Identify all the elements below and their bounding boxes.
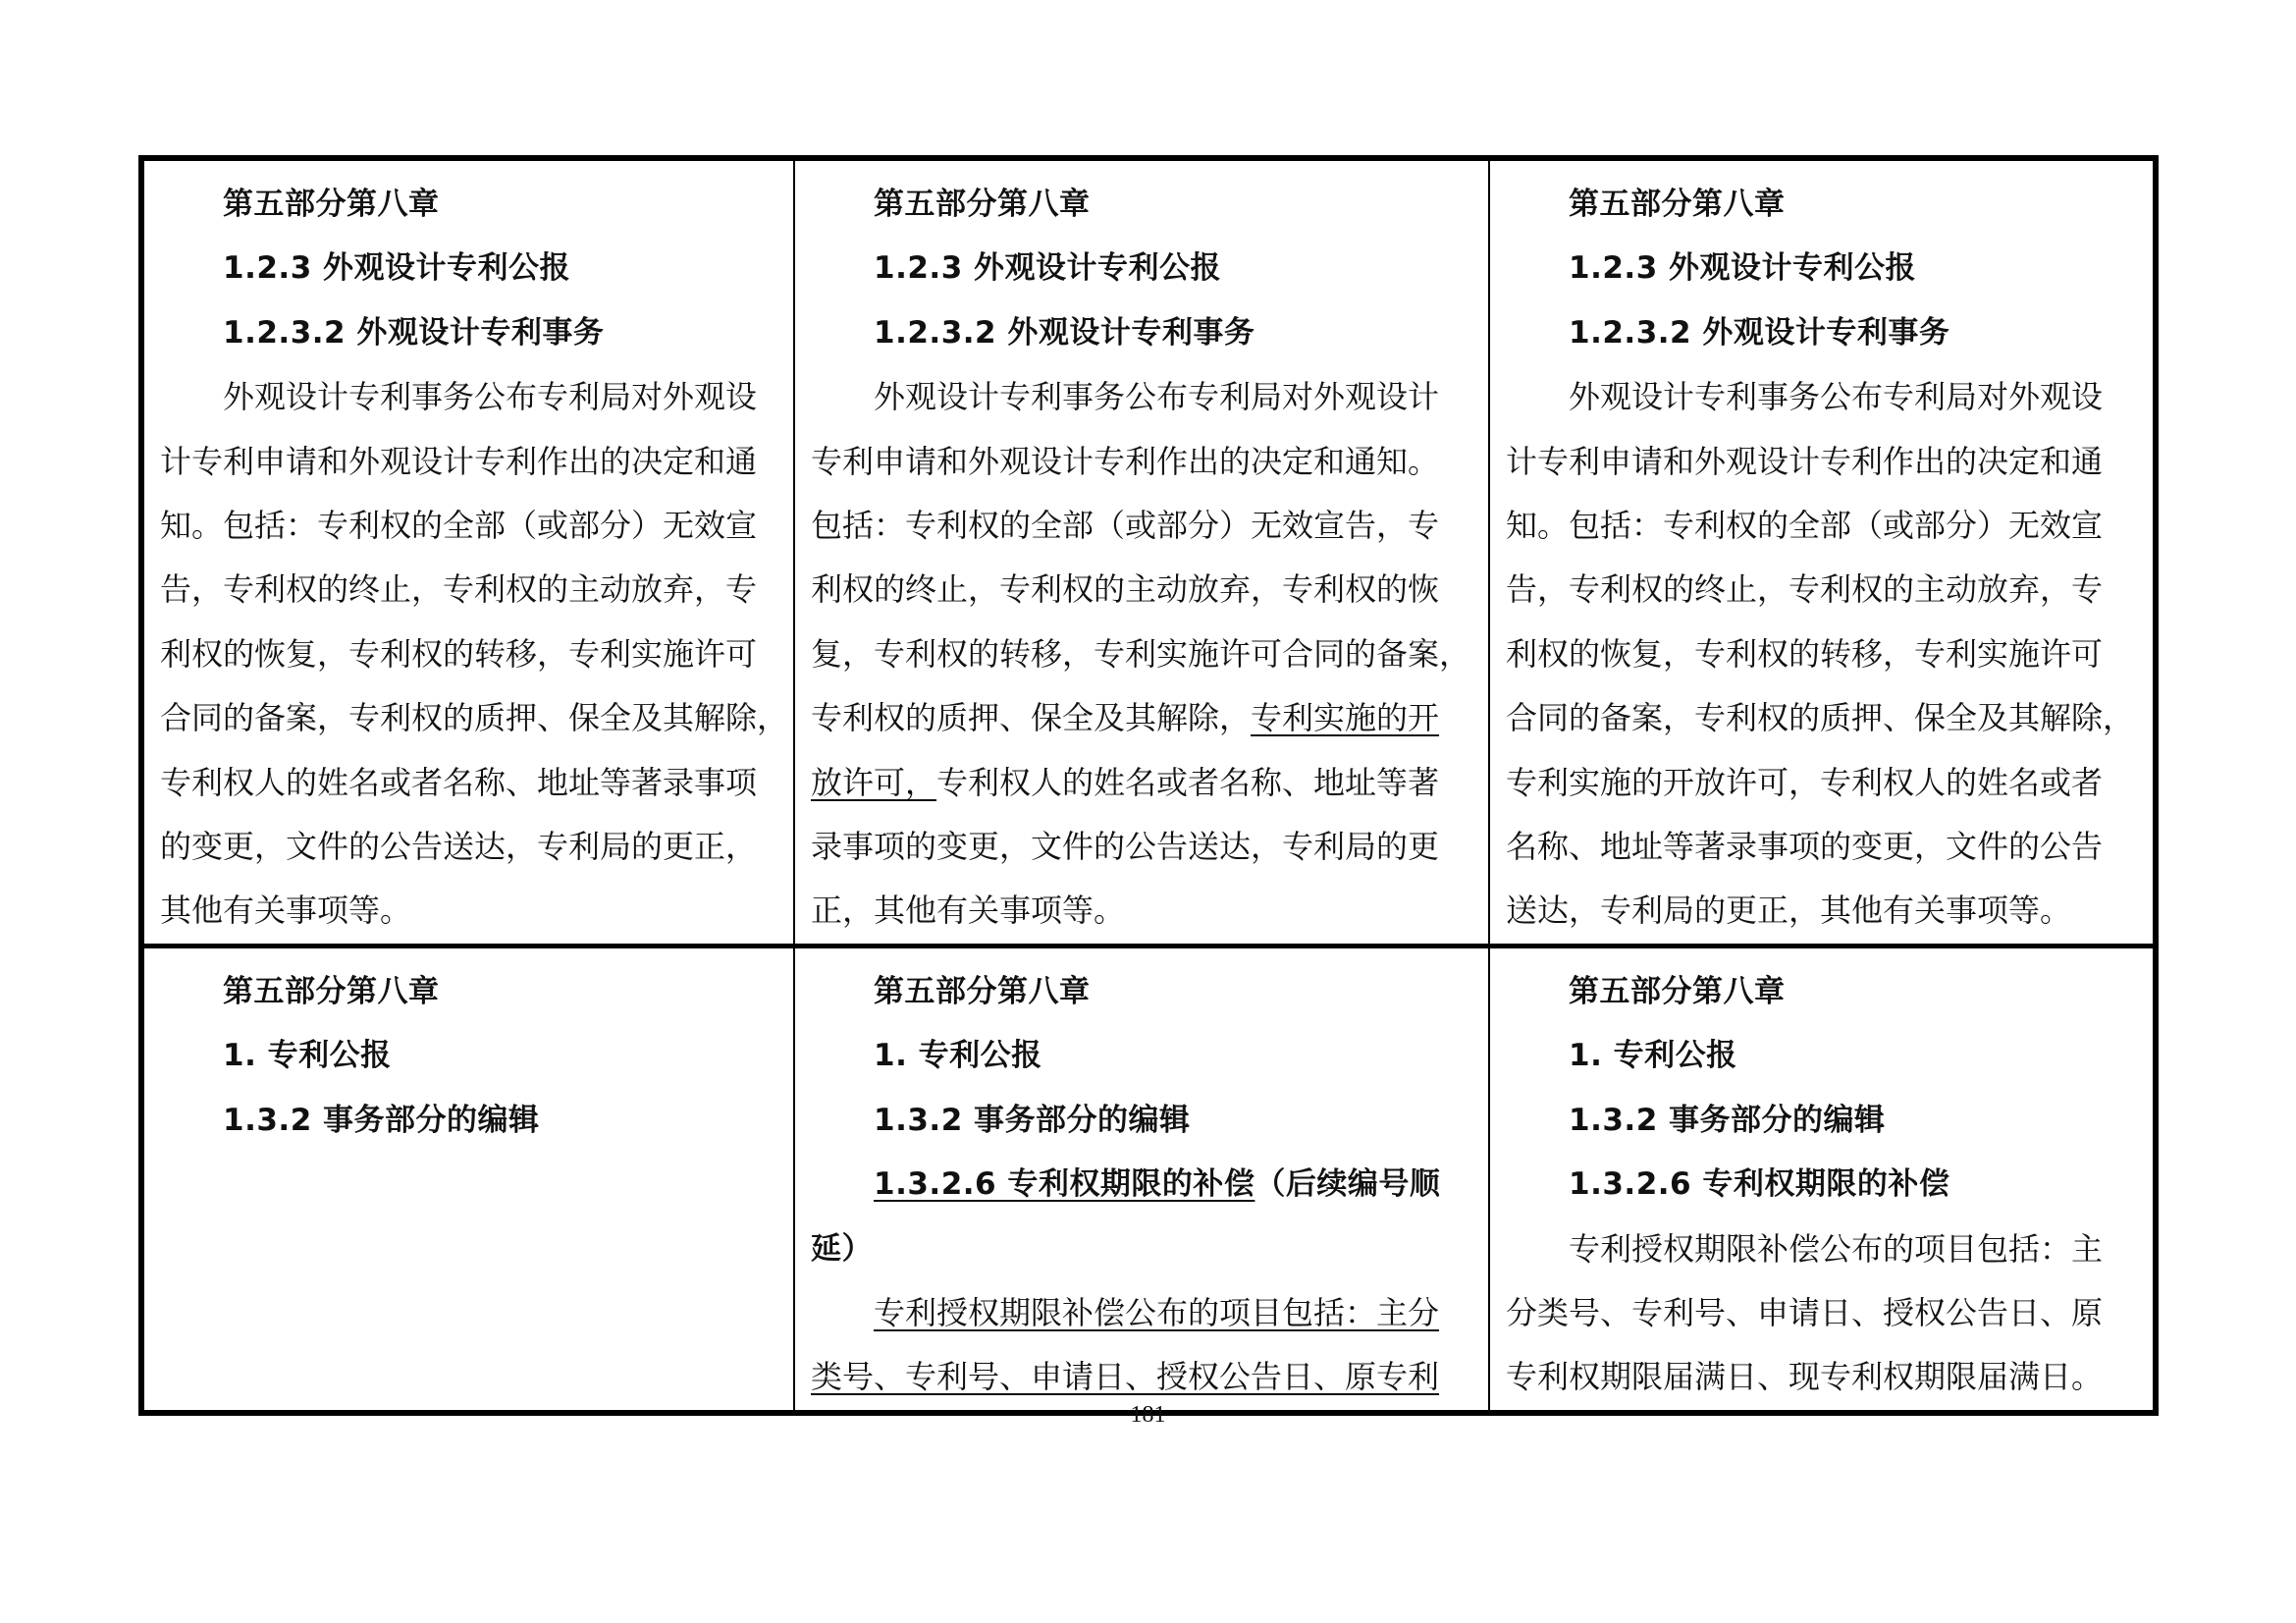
new-subsection-heading: 1.3.2.6 专利权期限的补偿: [1569, 1166, 1950, 1203]
subsection-heading: 1.3.2 事务部分的编辑: [1569, 1102, 1886, 1138]
body-line: 计专利申请和外观设计专利作出的决定和通: [160, 442, 758, 480]
heading-note-continued: 延）: [811, 1230, 873, 1267]
body-line: 计专利申请和外观设计专利作出的决定和通: [1506, 442, 2104, 480]
table-row: [141, 946, 2156, 1412]
inserted-heading: 1.3.2.6 专利权期限的补偿: [874, 1166, 1255, 1203]
body-line: 的变更，文件的公告送达，专利局的更正，: [160, 828, 758, 866]
subsection-heading: 1.2.3.2 外观设计专利事务: [874, 314, 1255, 351]
body-line: 外观设计专利事务公布专利局对外观设: [223, 378, 758, 416]
inserted-text: 类号、专利号、申请日、授权公告日、原专利: [811, 1358, 1440, 1396]
body-line: [811, 1281, 1474, 1345]
body-line: [811, 686, 1474, 750]
body-text: 专利权人的姓名或者名称、地址等著: [936, 763, 1440, 801]
chapter-heading: 第五部分第八章: [1569, 973, 1786, 1009]
chapter-heading: 第五部分第八章: [223, 973, 440, 1009]
cell-r2-revised-markup: [794, 946, 1489, 1412]
comparison-table: [138, 155, 2159, 1416]
inserted-text: 放许可，: [811, 763, 937, 801]
cell-r1-revised-markup: [794, 158, 1489, 946]
subsection-heading: 1.2.3.2 外观设计专利事务: [1569, 314, 1950, 351]
page-number: 181: [1130, 1402, 1166, 1428]
subsection-heading: 1.3.2 事务部分的编辑: [874, 1102, 1191, 1138]
section-heading: 1. 专利公报: [1569, 1038, 1737, 1074]
body-line: 告，专利权的终止，专利权的主动放弃，专: [160, 570, 758, 609]
section-heading: 1. 专利公报: [874, 1038, 1042, 1074]
body-line: 专利权人的姓名或者名称、地址等著录事项: [160, 763, 758, 801]
section-heading: 1.2.3 外观设计专利公报: [1569, 250, 1917, 287]
body-line: 合同的备案，专利权的质押、保全及其解除，: [1506, 699, 2135, 737]
body-text: 专利权的质押、保全及其解除，: [811, 699, 1252, 737]
body-line: 专利授权期限补偿公布的项目包括：主: [1569, 1229, 2104, 1268]
new-subsection-heading: [811, 1153, 1474, 1217]
section-heading: 1.2.3 外观设计专利公报: [874, 250, 1222, 287]
body-line: 知。包括：专利权的全部（或部分）无效宣: [1506, 507, 2104, 545]
body-line: 其他有关事项等。: [160, 892, 412, 930]
subsection-heading: 1.3.2 事务部分的编辑: [223, 1102, 540, 1138]
body-line: 名称、地址等著录事项的变更，文件的公告: [1506, 828, 2104, 866]
chapter-heading: 第五部分第八章: [874, 187, 1091, 222]
body-line: 告，专利权的终止，专利权的主动放弃，专: [1506, 570, 2104, 609]
body-line: 录事项的变更，文件的公告送达，专利局的更: [811, 828, 1440, 866]
chapter-heading: 第五部分第八章: [1569, 187, 1786, 222]
inserted-text: 专利授权期限补偿公布的项目包括：主分: [874, 1293, 1440, 1331]
body-line: 正，其他有关事项等。: [811, 892, 1126, 930]
body-line: 专利权期限届满日、现专利权期限届满日。: [1506, 1358, 2104, 1396]
cell-r1-original: [141, 158, 794, 946]
body-line: 知。包括：专利权的全部（或部分）无效宣: [160, 507, 758, 545]
cell-r2-original: [141, 946, 794, 1412]
body-line: 包括：专利权的全部（或部分）无效宣告，专: [811, 507, 1440, 545]
chapter-heading: 第五部分第八章: [223, 187, 440, 222]
inserted-text: 专利实施的开: [1251, 699, 1440, 737]
subsection-heading: 1.2.3.2 外观设计专利事务: [223, 314, 605, 351]
body-line: 专利申请和外观设计专利作出的决定和通知。: [811, 442, 1440, 480]
body-line: 利权的终止，专利权的主动放弃，专利权的恢: [811, 570, 1440, 609]
cell-r1-revised-clean: [1489, 158, 2156, 946]
body-line: 合同的备案，专利权的质押、保全及其解除，: [160, 699, 789, 737]
chapter-heading: 第五部分第八章: [874, 973, 1091, 1009]
cell-r2-revised-clean: [1489, 946, 2156, 1412]
heading-note: （后续编号顺: [1255, 1166, 1441, 1203]
body-line: 外观设计专利事务公布专利局对外观设计: [874, 378, 1440, 416]
table-row: [141, 158, 2156, 946]
body-line: 利权的恢复，专利权的转移，专利实施许可: [160, 634, 758, 673]
body-line: 利权的恢复，专利权的转移，专利实施许可: [1506, 634, 2104, 673]
section-heading: 1. 专利公报: [223, 1038, 392, 1074]
body-line: 专利实施的开放许可，专利权人的姓名或者: [1506, 763, 2104, 801]
body-line: 分类号、专利号、申请日、授权公告日、原: [1506, 1293, 2104, 1331]
body-line: [811, 1345, 1474, 1409]
body-line: 复，专利权的转移，专利实施许可合同的备案，: [811, 634, 1471, 673]
body-line: 送达，专利局的更正，其他有关事项等。: [1506, 892, 2072, 930]
body-line: 外观设计专利事务公布专利局对外观设: [1569, 378, 2104, 416]
body-line: [811, 751, 1474, 815]
section-heading: 1.2.3 外观设计专利公报: [223, 250, 571, 287]
